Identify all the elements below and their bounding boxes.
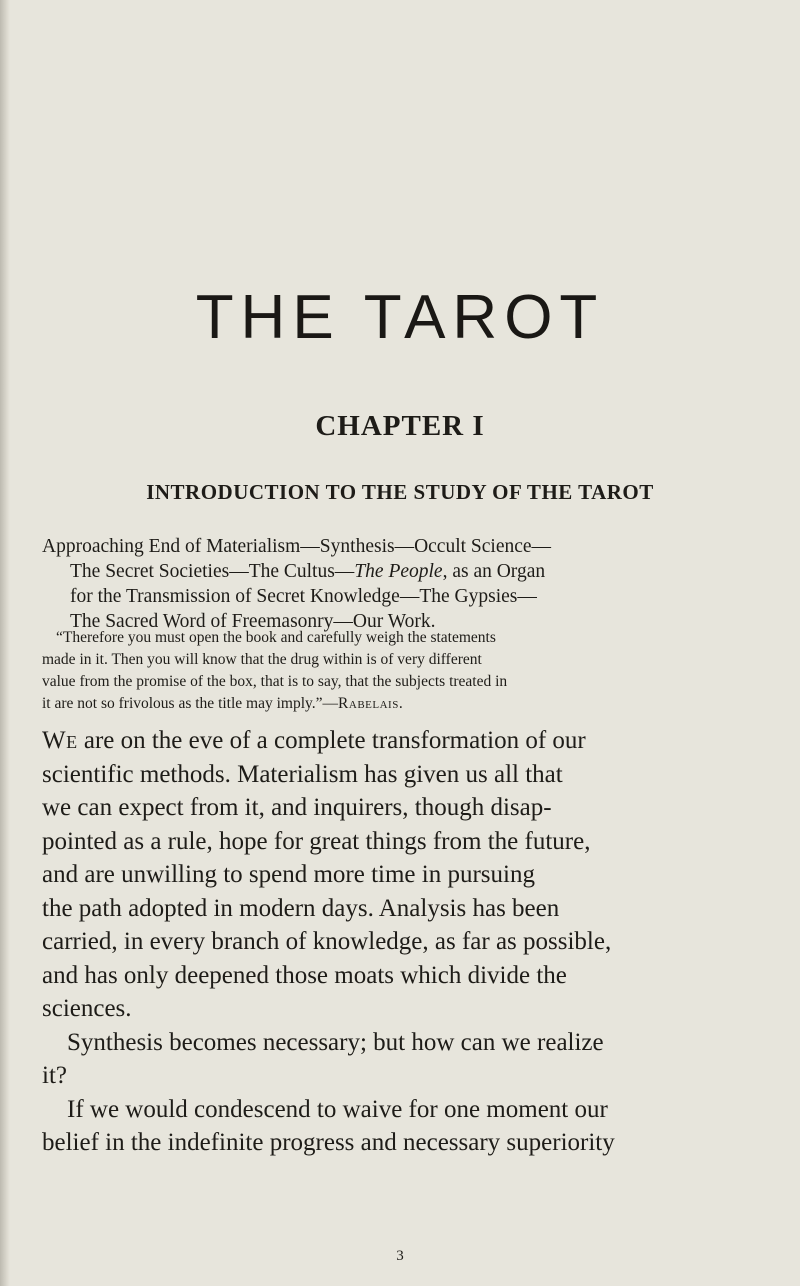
- epigraph: [42, 627, 754, 715]
- synopsis-line: Approaching End of Materialism—Synthesis—Occult Science—: [42, 536, 552, 557]
- body-line: it?: [42, 1062, 67, 1089]
- book-title: THE TAROT: [195, 283, 605, 352]
- epigraph-line: value from the promise of the box, that is to say, that the subjects treated in: [42, 673, 508, 690]
- body-line: and are unwilling to spend more time in pursuing: [42, 861, 535, 888]
- chapter-synopsis: [42, 534, 754, 634]
- epigraph-line: [42, 693, 754, 715]
- body-line: [42, 724, 754, 758]
- opening-words: We: [42, 727, 78, 754]
- body-text: [42, 724, 754, 1160]
- epigraph-attribution: Rabelais.: [338, 695, 404, 712]
- body-line: pointed as a rule, hope for great things from the future,: [42, 827, 591, 855]
- body-line: If we would condescend to waive for one moment our: [67, 1095, 608, 1123]
- body-line: scientific methods. Materialism has given us all that: [42, 760, 563, 788]
- synopsis-line: The Sacred Word of Freemasonry—Our Work.: [70, 611, 436, 632]
- body-line: we can expect from it, and inquirers, though disap-: [42, 794, 552, 821]
- body-line: the path adopted in modern days. Analysis has been: [42, 894, 560, 922]
- body-line: and has only deepened those moats which divide the: [42, 961, 567, 989]
- synopsis-text: , as an Organ: [442, 561, 546, 582]
- body-line-text: are on the eve of a complete transformation of our: [77, 727, 586, 754]
- epigraph-line: “Therefore you must open the book and carefully weigh the statements: [56, 629, 496, 646]
- body-line: Synthesis becomes necessary; but how can we realize: [67, 1028, 604, 1056]
- body-line: carried, in every branch of knowledge, as far as possible,: [42, 928, 612, 955]
- binding-edge: [0, 0, 10, 1286]
- chapter-title: INTRODUCTION TO THE STUDY OF THE TAROT: [146, 480, 654, 504]
- synopsis-italic-title: The People: [354, 561, 443, 582]
- synopsis-line: for the Transmission of Secret Knowledge—The Gypsies—: [70, 586, 537, 607]
- body-line: sciences.: [42, 995, 132, 1022]
- body-line: belief in the indefinite progress and necessary superiority: [42, 1129, 615, 1156]
- synopsis-text: The Secret Societies—The Cultus—: [70, 561, 355, 582]
- synopsis-line: [42, 559, 754, 584]
- epigraph-text: it are not so frivolous as the title may imply.”—: [42, 695, 339, 712]
- epigraph-line: made in it. Then you will know that the drug within is of very different: [42, 651, 482, 668]
- page-number: 3: [396, 1248, 404, 1264]
- chapter-number: CHAPTER I: [315, 410, 485, 442]
